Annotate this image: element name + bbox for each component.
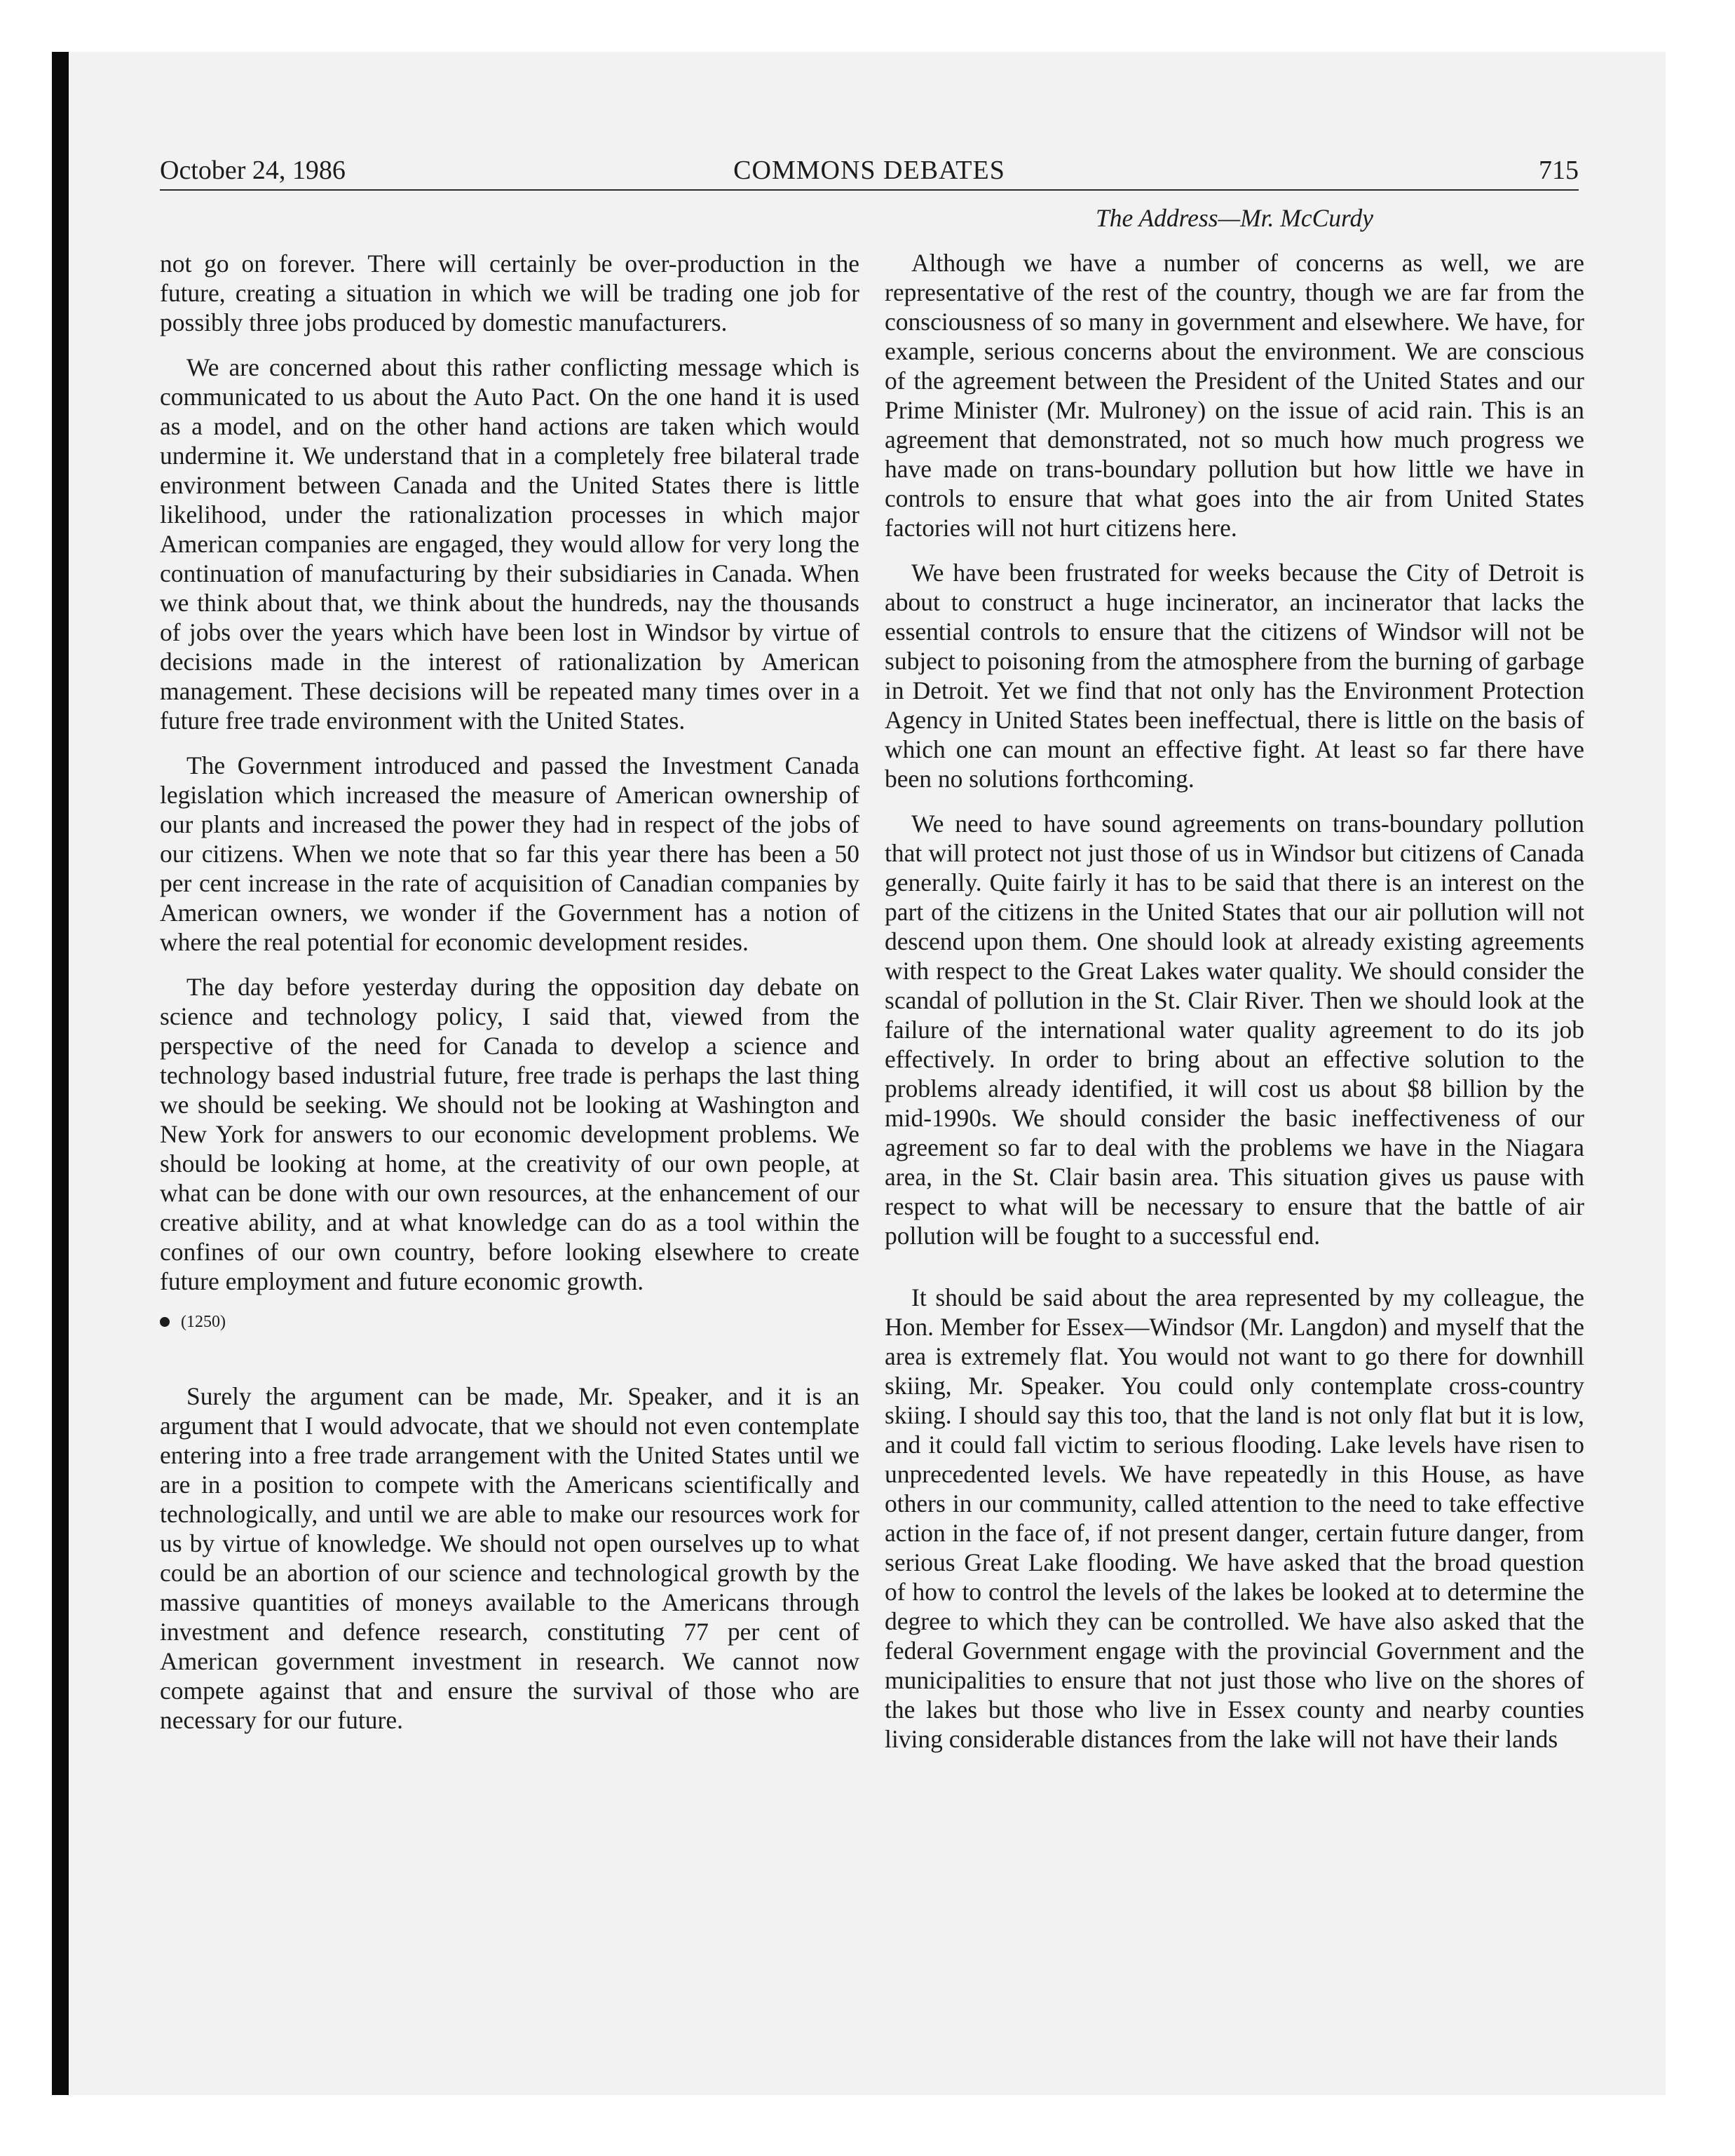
time-marker — [160, 1311, 859, 1332]
header-publication-title: COMMONS DEBATES — [733, 156, 1005, 185]
paragraph: Although we have a number of concerns as well, we are representative of the rest of the country, though we are far from the consciousness of so many in government and elsewhere. We have, for example, serious concerns about the environment. We are conscious of the agreement between the President of the United States and our Prime Minister (Mr. Mulroney) on the issue of acid rain. This is an agreement that demonstrated, not so much how much progress we have made on trans-boundary pollution but how little we have in controls to ensure that what goes into the air from United States factories will not hurt citizens here. — [885, 249, 1584, 542]
paragraph: It should be said about the area represented by my colleague, the Hon. Member for Essex—Windsor (Mr. Langdon) and myself that the area is extremely flat. You would not want to go there for downhill skiing, Mr. Speaker. You could only contemplate cross-country skiing. I should say this too, that the land is not only flat but it is low, and it could fall victim to serious flooding. Lake levels have risen to unprecedented levels. We have repeatedly in this House, as have others in our community, called attention to the need to take effective action in the face of, if not present danger, certain future danger, from serious Great Lake flooding. We have asked that the broad question of how to control the levels of the lakes be looked at to determine the degree to which they can be controlled. We have also asked that the federal Government engage with the provincial Government and the municipalities to ensure that not just those who live on the shores of the lakes but those who live in Essex county and nearby counties living considerable distances from the lake will not have their lands — [885, 1283, 1584, 1753]
spacer — [885, 1266, 1584, 1283]
paragraph: We need to have sound agreements on trans-boundary pollution that will protect not just those of us in Windsor but citizens of Canada generally. Quite fairly it has to be said that there is an interest on the part of the citizens in the United States that our air pollution will not descend upon them. One should look at already existing agreements with respect to the Great Lakes water quality. We should consider the scandal of pollution in the St. Clair River. Then we should look at the failure of the international water quality agreement to do its job effectively. In order to bring about an effective solution to the problems already identified, it will cost us about $8 billion by the mid-1990s. We should consider the basic ineffectiveness of our agreement so far to deal with the problems we have in the Niagara area, in the St. Clair basin area. This situation gives us pause with respect to what will be necessary to ensure that the battle of air pollution will be fought to a successful end. — [885, 810, 1584, 1250]
paragraph: We are concerned about this rather conflicting message which is communicated to us about the Auto Pact. On the one hand it is used as a model, and on the other hand actions are taken which would undermine it. We understand that in a completely free bilateral trade environment between Canada and the United States there is little likelihood, under the rationalization processes in which major American companies are engaged, they would allow for very long the continuation of manufacturing by their subsidiaries in Canada. When we think about that, we think about the hundreds, nay the thousands of jobs over the years which have been lost in Windsor by virtue of decisions made in the interest of rationalization by American management. These decisions will be repeated many times over in a future free trade environment with the United States. — [160, 353, 859, 735]
scan-edge-bar — [52, 52, 69, 2095]
right-column — [885, 203, 1584, 1769]
paragraph: The Government introduced and passed the Investment Canada legislation which increased the measure of American ownership of our plants and increased the power they had in respect of the jobs of our citizens. When we note that so far this year there has been a 50 per cent increase in the rate of acquisition of Canadian companies by American owners, we wonder if the Government has a notion of where the real potential for economic development resides. — [160, 751, 859, 956]
paragraph: Surely the argument can be made, Mr. Speaker, and it is an argument that I would advocate, that we should not even contemplate entering into a free trade arrangement with the United States until we are in a position to compete with the Americans scientifically and technologically, and until we are able to make our resources work for us by virtue of knowledge. We should not open ourselves up to what could be an abortion of our science and technological growth by the massive quantities of moneys available to the Americans through investment and defence research, constituting 77 per cent of American government investment in research. We cannot now compete against that and ensure the survival of those who are necessary for our future. — [160, 1382, 859, 1734]
header-date: October 24, 1986 — [160, 156, 346, 185]
time-marker-label: (1250) — [181, 1313, 226, 1331]
paragraph: We have been frustrated for weeks because the City of Detroit is about to construct a huge incinerator, an incinerator that lacks the essential controls to ensure that the citizens of Windsor will not be subject to poisoning from the atmosphere from the burning of garbage in Detroit. Yet we find that not only has the Environment Protection Agency in United States been ineffectual, there is little on the basis of which one can mount an effective fight. At least so far there have been no solutions forthcoming. — [885, 559, 1584, 793]
bullet-icon — [160, 1317, 170, 1327]
page-header — [160, 153, 1579, 191]
paragraph: The day before yesterday during the opposition day debate on science and technology policy, I said that, viewed from the perspective of the need for Canada to develop a science and technology based industrial future, free trade is perhaps the last thing we should be seeking. We should not be looking at Washington and New York for answers to our economic development problems. We should be looking at home, at the creativity of our own people, at what can be done with our own resources, at the enhancement of our creative ability, and at what knowledge can do as a tool within the confines of our own country, before looking elsewhere to create future employment and future economic growth. — [160, 973, 859, 1295]
section-title: The Address—Mr. McCurdy — [1095, 204, 1374, 232]
left-column — [160, 249, 859, 1750]
paragraph: not go on forever. There will certainly be over-production in the future, creating a situation in which we will be trading one job for possibly three jobs produced by domestic manufacturers. — [160, 250, 859, 336]
header-page-number: 715 — [1539, 156, 1579, 185]
